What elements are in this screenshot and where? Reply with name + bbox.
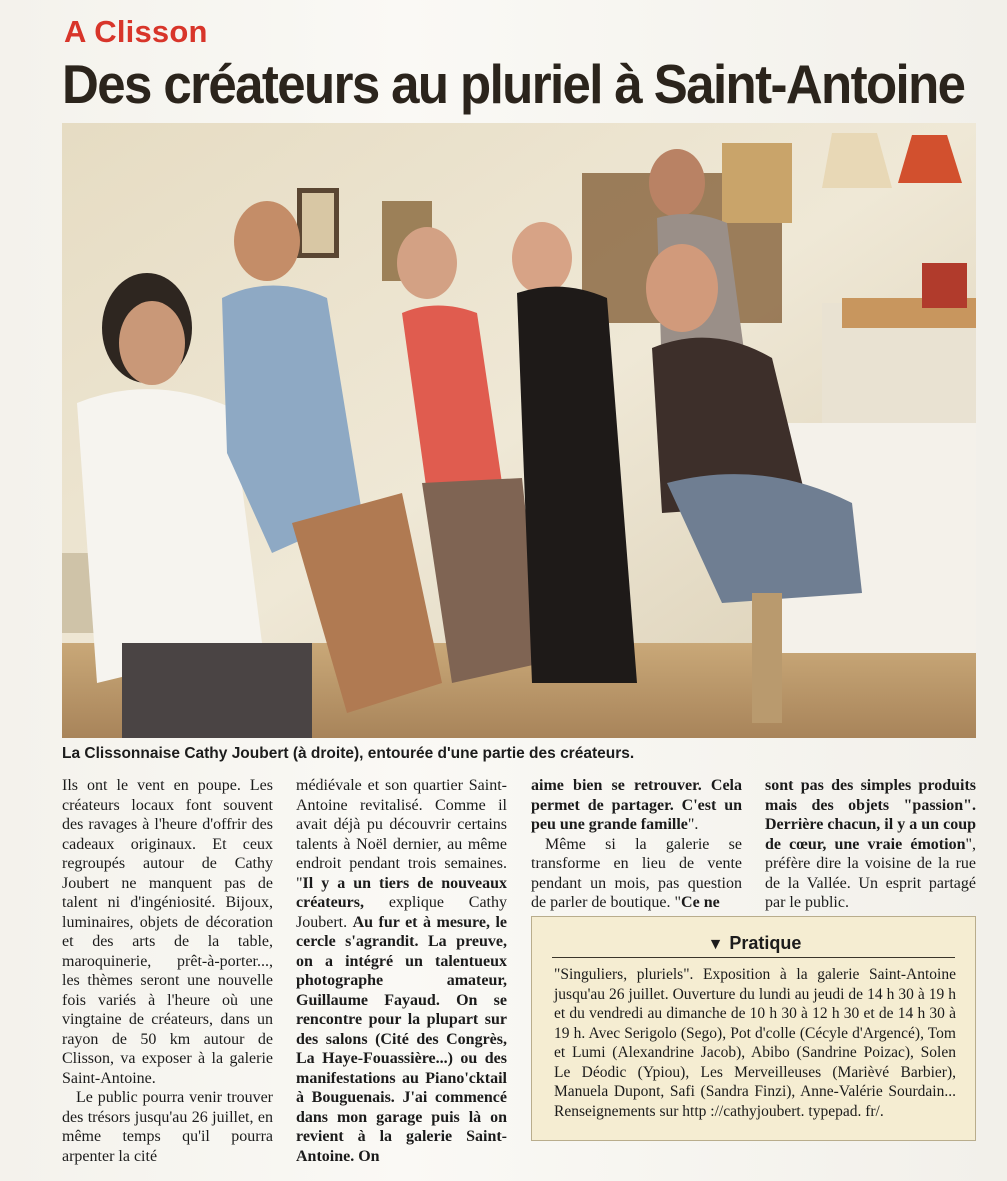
triangle-down-icon: ▼ [707,936,724,953]
pratique-box [531,916,976,1141]
paragraph [296,776,507,1166]
paragraph [531,835,742,913]
section-kicker: A Clisson [64,14,208,49]
article-photo [62,123,976,738]
quote-run: Au fur et à mesure, le cercle s'agrandit. La preuve, on a intégré un talentueux photographe amateur, Guillaume Fayaud. On se rencontre pour la plupart sur des salons (Cité des Congrès, La Haye-Fouassière...) ou des manifestations au Piano'cktail à Bouguenais. J'ai commencé dans mon garage puis là on revient à la galerie Saint-Antoine. On [296,913,507,1165]
paragraph: Le public pourra venir trouver des trésors jusqu'au 26 juillet, en même temps qu'il pourra arpenter la cité [62,1089,273,1165]
divider [552,957,955,958]
text-run: explique Cathy Joubert. [296,894,507,931]
quote-run: aime bien se retrouver. Cela permet de partager. C'est un peu une grande famille [531,777,742,833]
text-run: médiévale et son quartier Saint-Antoine revitalisé. Comme il avait déjà pu découvrir certains talents à Noël dernier, au même endroit pendant trois semaines. " [296,777,507,892]
article-column-1 [62,776,273,1166]
paragraph: Ils ont le vent en poupe. Les créateurs locaux font souvent des ravages à l'heure d'offrir des cadeaux originaux. Et ceux regroupés autour de Cathy Joubert ne manquent pas de talent ni d'ingéniosité. Bijoux, luminaires, objets de décoration et des arts de la table, maroquinerie, prêt-à-porter..., les thèmes seront une nouvelle fois variés à l'heure où une vingtaine de créateurs, dans un rayon de 50 km autour de Clisson, va exposer à la galerie Saint-Antoine. [62,777,273,1087]
article-column-4 [765,776,976,913]
pratique-title [532,933,977,954]
paragraph [765,776,976,913]
text-run: ". [687,816,699,833]
article-column-3 [531,776,742,913]
text-run: Même si la galerie se transforme en lieu de vente pendant un mois, pas question de parler de boutique. " [531,835,742,911]
paragraph [531,776,742,835]
article-column-2 [296,776,507,1166]
text-run: ", préfère dire la voisine de la rue de la Vallée. Un esprit partagé par le public. [765,835,976,911]
article-headline: Des créateurs au pluriel à Saint-Antoine [62,53,965,115]
quote-run: Ce ne [681,894,720,911]
quote-run: sont pas des simples produits mais des objets "passion". Derrière chacun, il y a un coup de cœur, une vraie émotion [765,777,976,853]
pratique-text: "Singuliers, pluriels". Exposition à la galerie Saint-Antoine jusqu'au 26 juillet. Ouverture du lundi au jeudi de 14 h 30 à 19 h et du vendredi au dimanche de 10 h 30 à 12 h 30 et de 14 h 30 à 19 h. Avec Serigolo (Sego), Pot d'colle (Cécyle d'Argencé), Tom et Lumi (Alexandrine Jacob), Abibo (Sandrine Poizac), Solen Le Déodic (Ypiou), Les Merveilleuses (Marièvé Barbier), Manuela Dupont, Safi (Sandra Finzi), Anne-Valérie Sourdain... Renseignements sur http ://cathyjoubert. typepad. fr/. [554,966,956,1120]
quote-run: Il y a un tiers de nouveaux créateurs, [296,874,507,911]
pratique-title-text: Pratique [729,933,802,953]
photo-illustration [62,123,976,738]
photo-caption: La Clissonnaise Cathy Joubert (à droite), entourée d'une partie des créateurs. [62,745,635,762]
